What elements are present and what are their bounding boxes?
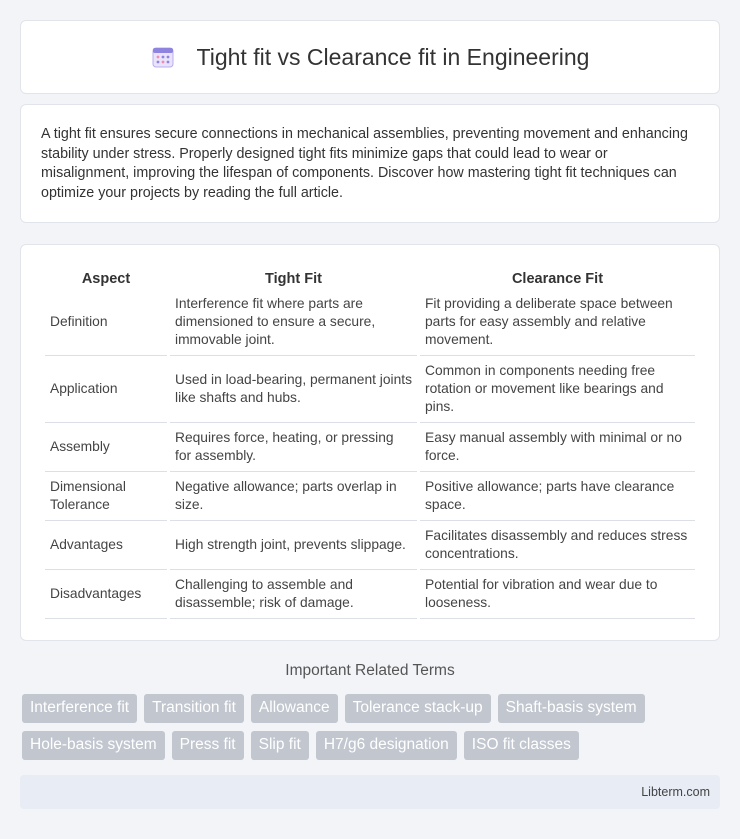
footer-site-link[interactable]: Libterm.com [641, 785, 710, 799]
related-term-tag[interactable]: H7/g6 designation [316, 731, 457, 760]
cell-tight: Interference fit where parts are dimensioned to ensure a secure, immovable joint. [170, 291, 417, 356]
intro-card [20, 104, 720, 223]
related-term-tag[interactable]: Hole-basis system [22, 731, 165, 760]
table-header-row [45, 267, 695, 289]
cell-aspect: Assembly [45, 425, 167, 472]
table-row [45, 425, 695, 472]
related-term-tag[interactable]: Press fit [172, 731, 244, 760]
related-term-tag[interactable]: Interference fit [22, 694, 137, 723]
cell-aspect: Dimensional Tolerance [45, 474, 167, 521]
table-row [45, 474, 695, 521]
intro-text: A tight fit ensures secure connections in mechanical assemblies, preventing movement and enhancing stability under stress. Properly designed tight fits minimize gaps that could lead to wear or misalignment, improving the lifespan of components. Discover how mastering tight fit techniques can optimize your projects by reading the full article. [41, 126, 688, 201]
header-clearance-fit: Clearance Fit [511, 271, 604, 287]
related-terms-list [22, 694, 722, 760]
related-term-tag[interactable]: ISO fit classes [464, 731, 579, 760]
cell-clearance: Positive allowance; parts have clearance space. [420, 474, 695, 521]
cell-tight: High strength joint, prevents slippage. [170, 523, 417, 570]
cell-clearance: Common in components needing free rotation or movement like bearings and pins. [420, 358, 695, 423]
cell-tight: Requires force, heating, or pressing for assembly. [170, 425, 417, 472]
cell-aspect: Disadvantages [45, 572, 167, 619]
cell-clearance: Easy manual assembly with minimal or no force. [420, 425, 695, 472]
comparison-table [42, 265, 698, 621]
cell-clearance: Fit providing a deliberate space between parts for easy assembly and relative movement. [420, 291, 695, 356]
related-term-tag[interactable]: Slip fit [251, 731, 309, 760]
table-row [45, 358, 695, 423]
table-row [45, 572, 695, 619]
cell-aspect: Advantages [45, 523, 167, 570]
table-row [45, 291, 695, 356]
title-card [20, 20, 720, 94]
header-tight-fit: Tight Fit [265, 271, 322, 287]
header-aspect: Aspect [81, 271, 131, 287]
cell-tight: Challenging to assemble and disassemble; risk of damage. [170, 572, 417, 619]
comparison-card [20, 244, 720, 641]
page-title: Tight fit vs Clearance fit in Engineering [196, 43, 590, 70]
cell-aspect: Application [45, 358, 167, 423]
cell-tight: Negative allowance; parts overlap in size. [170, 474, 417, 521]
cell-clearance: Potential for vibration and wear due to looseness. [420, 572, 695, 619]
cell-clearance: Facilitates disassembly and reduces stress concentrations. [420, 523, 695, 570]
related-term-tag[interactable]: Transition fit [144, 694, 244, 723]
cell-aspect: Definition [45, 291, 167, 356]
related-term-tag[interactable]: Allowance [251, 694, 338, 723]
related-term-tag[interactable]: Shaft-basis system [498, 694, 645, 723]
related-terms-title: Important Related Terms [285, 662, 455, 679]
cell-tight: Used in load-bearing, permanent joints like shafts and hubs. [170, 358, 417, 423]
table-row [45, 523, 695, 570]
related-term-tag[interactable]: Tolerance stack-up [345, 694, 491, 723]
calendar-grid-icon [151, 45, 175, 69]
footer [20, 775, 720, 809]
